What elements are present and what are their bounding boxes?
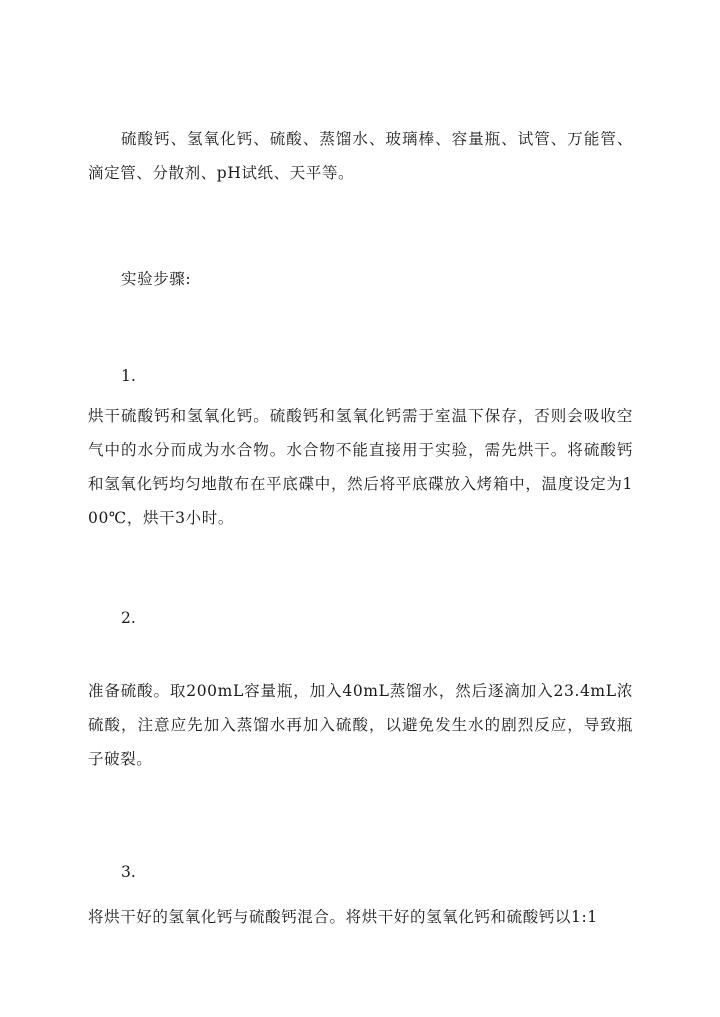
step-2-number: 2.	[121, 609, 136, 627]
materials-paragraph: 硫酸钙、氢氧化钙、硫酸、蒸馏水、玻璃棒、容量瓶、试管、万能管、滴定管、分散剂、pH试纸、天平等。	[88, 130, 633, 182]
step-1-number: 1.	[121, 367, 136, 385]
step-2-text: 准备硫酸。取200mL容量瓶，加入40mL蒸馏水，然后逐滴加入23.4mL浓硫酸，注意应先加入蒸馏水再加入硫酸，以避免发生水的剧烈反应，导致瓶子破裂。	[88, 682, 633, 768]
steps-heading: 实验步骤:	[121, 270, 192, 288]
step-3-text: 将烘干好的氢氧化钙与硫酸钙混合。将烘干好的氢氧化钙和硫酸钙以1:1	[88, 908, 598, 926]
step-1-text: 烘干硫酸钙和氢氧化钙。硫酸钙和氢氧化钙需于室温下保存，否则会吸收空气中的水分而成为水合物。水合物不能直接用于实验，需先烘干。将硫酸钙和氢氧化钙均匀地散布在平底碟中，然后将平底碟放入烤箱中，温度设定为100℃，烘干3小时。	[88, 407, 633, 527]
step-3-number: 3.	[121, 863, 136, 881]
